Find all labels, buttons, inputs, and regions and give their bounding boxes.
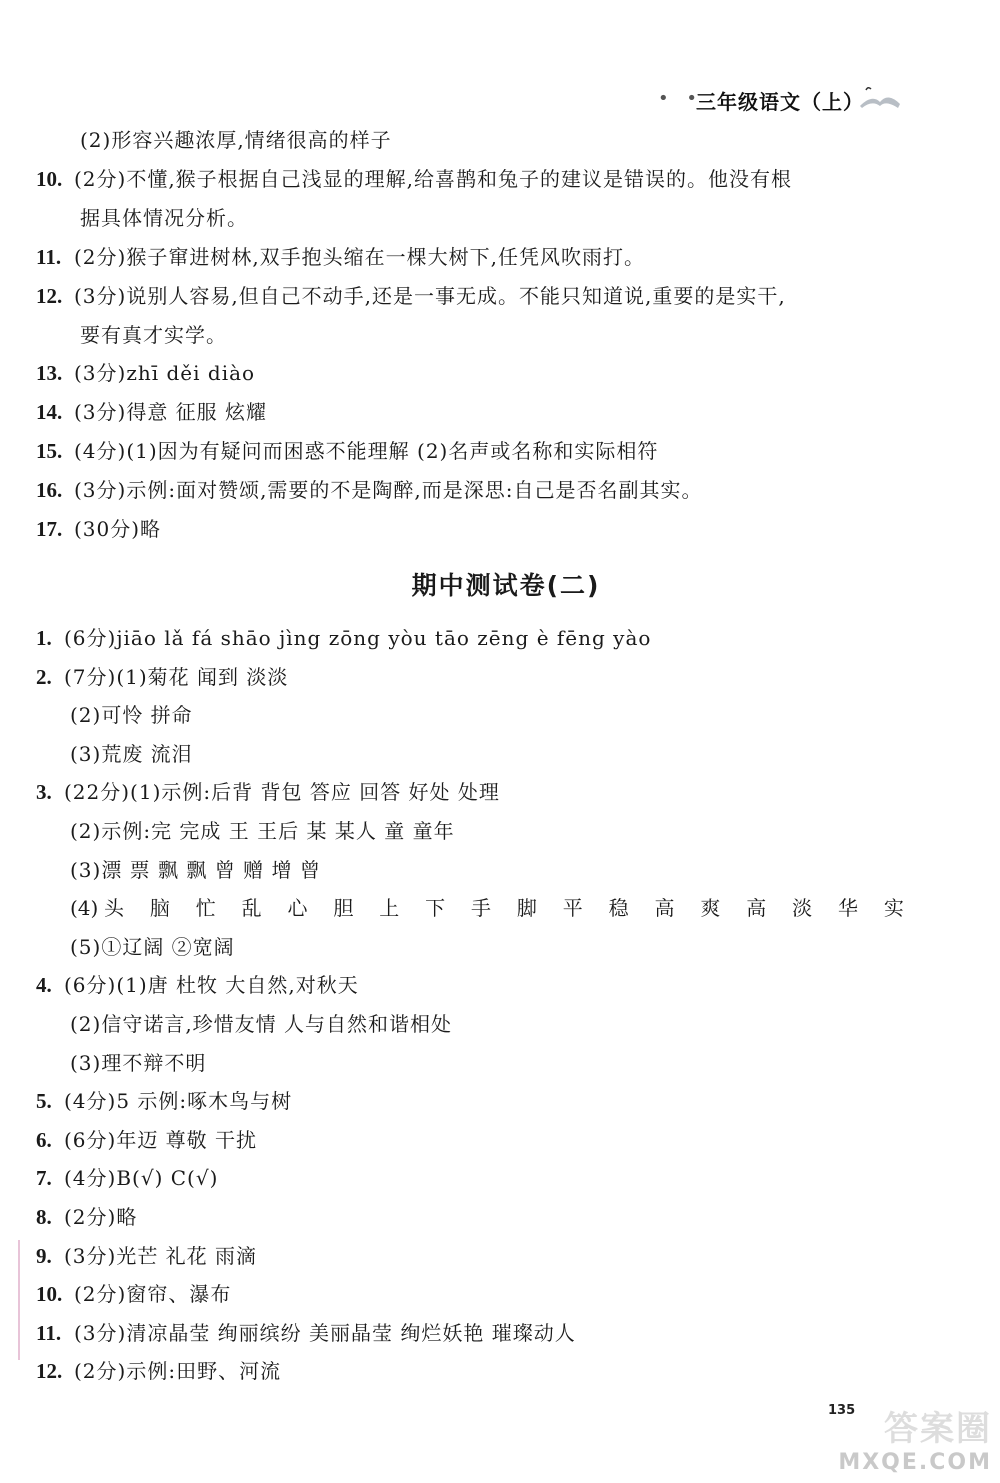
pair-character: 下 [425, 896, 446, 920]
pair-character: 华 [838, 896, 858, 920]
answer-text: (6分)jiāo lǎ fá shāo jìng zōng yòu tāo zēng è fēng yào [64, 626, 652, 650]
answer-line [0, 1279, 1000, 1309]
answer-text: (2分)窗帘、瀑布 [74, 1282, 232, 1307]
answer-text: (3分)zhī děi diào [74, 361, 256, 386]
answer-line [0, 281, 1000, 311]
answer-line [0, 623, 1000, 653]
answer-line [0, 662, 1000, 692]
answer-text: (3)理不辩不明 [70, 1050, 207, 1075]
watermark [832, 1401, 992, 1477]
answer-line [0, 777, 1000, 807]
header-title: 三年级语文（上） [696, 90, 864, 114]
pair-character: 平 [562, 896, 583, 920]
answer-text: (2分)猴子窜进树林,双手抱头缩在一棵大树下,任凭风吹雨打。 [74, 244, 646, 269]
answer-line [0, 1241, 1000, 1271]
answer-text: (5)①辽阔 ②宽阔 [70, 934, 235, 959]
pair-character: 忙 [195, 896, 216, 920]
question-number: 4. [36, 973, 52, 998]
answer-line [0, 816, 1000, 846]
answer-line [0, 700, 1000, 730]
answer-line [0, 320, 1000, 350]
answer-line [0, 475, 1000, 505]
answer-text: (2)可怜 拼命 [70, 703, 193, 728]
answer-text: (6分)年迈 尊敬 干扰 [64, 1127, 258, 1152]
question-number: 3. [36, 780, 52, 805]
answer-line [0, 125, 1000, 155]
answer-line [0, 855, 1000, 885]
answer-line [0, 358, 1000, 388]
question-number: 1. [36, 626, 52, 650]
pair-character: 胆 [333, 896, 354, 920]
answer-text: (3)漂 票 飘 飘 曾 赠 增 曾 [70, 857, 321, 882]
question-number: 15. [36, 439, 63, 464]
section-title: 期中测试卷(二) [411, 571, 601, 600]
row-prefix: (4) [70, 896, 99, 920]
answer-text: (30分)略 [74, 517, 162, 541]
question-number: 5. [36, 1089, 52, 1114]
question-number: 7. [36, 1166, 52, 1191]
pair-character: 高 [746, 896, 767, 920]
answer-text: (7分)(1)菊花 闻到 淡淡 [64, 664, 289, 689]
pair-character: 脚 [516, 896, 537, 920]
answer-line [0, 242, 1000, 272]
question-number: 12. [36, 1359, 63, 1384]
question-number: 9. [36, 1243, 52, 1268]
pair-character: 实 [883, 896, 904, 920]
answer-line [0, 1318, 1000, 1348]
pair-character: 头 [104, 896, 124, 920]
question-number: 10. [36, 166, 63, 191]
question-number: 17. [36, 517, 63, 541]
answer-text: (2)形容兴趣浓厚,情绪很高的样子 [80, 128, 392, 152]
answer-text: (2分)不懂,猴子根据自己浅显的理解,给喜鹊和兔子的建议是错误的。他没有根 [74, 166, 793, 191]
answer-line [0, 1163, 1000, 1193]
answer-text: (2分)略 [64, 1205, 138, 1229]
answer-text: (4分)B(√) C(√) [64, 1166, 219, 1191]
answer-text: (3分)清凉晶莹 绚丽缤纷 美丽晶莹 绚烂妖艳 璀璨动人 [74, 1320, 576, 1345]
page-number: 135 [828, 1403, 856, 1418]
pair-character: 高 [654, 896, 675, 920]
question-number: 13. [36, 361, 63, 386]
answer-line [0, 1086, 1000, 1116]
question-number: 14. [36, 400, 63, 425]
pair-character: 脑 [149, 896, 170, 920]
answer-text: 要有真才实学。 [80, 322, 227, 347]
pair-character: 淡 [792, 896, 813, 920]
answer-line [0, 1048, 1000, 1078]
answer-text: 据具体情况分析。 [80, 205, 248, 230]
answer-line [0, 203, 1000, 233]
question-number: 6. [36, 1127, 52, 1152]
answer-text: (3分)示例:面对赞颂,需要的不是陶醉,而是深思:自己是否名副其实。 [74, 478, 703, 503]
answer-line [0, 164, 1000, 194]
answer-text: (3分)得意 征服 炫耀 [74, 400, 268, 425]
question-number: 11. [36, 1320, 62, 1345]
question-number: 11. [36, 244, 62, 269]
swan-logo-icon [858, 84, 902, 110]
pair-character: 心 [287, 896, 308, 920]
answer-text: (2)信守诺言,珍惜友情 人与自然和谐相处 [70, 1012, 453, 1036]
pair-character: 乱 [241, 896, 262, 920]
answer-text: (3分)说别人容易,但自己不动手,还是一事无成。不能只知道说,重要的是实干, [74, 283, 786, 308]
answer-text: (3)荒废 流泪 [70, 741, 193, 766]
question-number: 12. [36, 283, 63, 308]
answer-line [0, 739, 1000, 769]
answer-text: (6分)(1)唐 杜牧 大自然,对秋天 [64, 973, 359, 998]
pair-character: 稳 [608, 896, 629, 920]
answer-text: (2分)示例:田野、河流 [74, 1359, 282, 1384]
answer-line [0, 1356, 1000, 1386]
answer-line [0, 1202, 1000, 1232]
answer-line [0, 970, 1000, 1000]
answer-line [0, 397, 1000, 427]
pair-character: 上 [379, 896, 400, 920]
answer-line [0, 1009, 1000, 1039]
question-number: 2. [36, 664, 52, 689]
answer-text: (4分)5 示例:啄木鸟与树 [64, 1089, 293, 1114]
character-pairs-row [70, 893, 904, 923]
watermark-bottom: MXQE.COM [838, 1450, 992, 1475]
question-number: 8. [36, 1205, 52, 1229]
question-number: 16. [36, 478, 63, 503]
watermark-top: 答案圈 [884, 1409, 992, 1449]
answer-text: (4分)(1)因为有疑问而困惑不能理解 (2)名声或名称和实际相符 [74, 439, 659, 464]
answer-line [0, 436, 1000, 466]
question-number: 10. [36, 1282, 63, 1307]
pair-character: 爽 [700, 896, 721, 920]
answer-line [0, 514, 1000, 544]
header-dots: • • [658, 88, 703, 109]
answer-text: (22分)(1)示例:后背 背包 答应 回答 好处 处理 [64, 780, 500, 805]
page-header [0, 84, 1000, 118]
pair-character: 手 [471, 896, 491, 920]
answer-line [0, 932, 1000, 962]
answer-line [0, 1125, 1000, 1155]
answer-text: (2)示例:完 完成 王 王后 某 某人 童 童年 [70, 819, 455, 843]
margin-mark [18, 1240, 20, 1360]
answer-text: (3分)光芒 礼花 雨滴 [64, 1243, 258, 1268]
